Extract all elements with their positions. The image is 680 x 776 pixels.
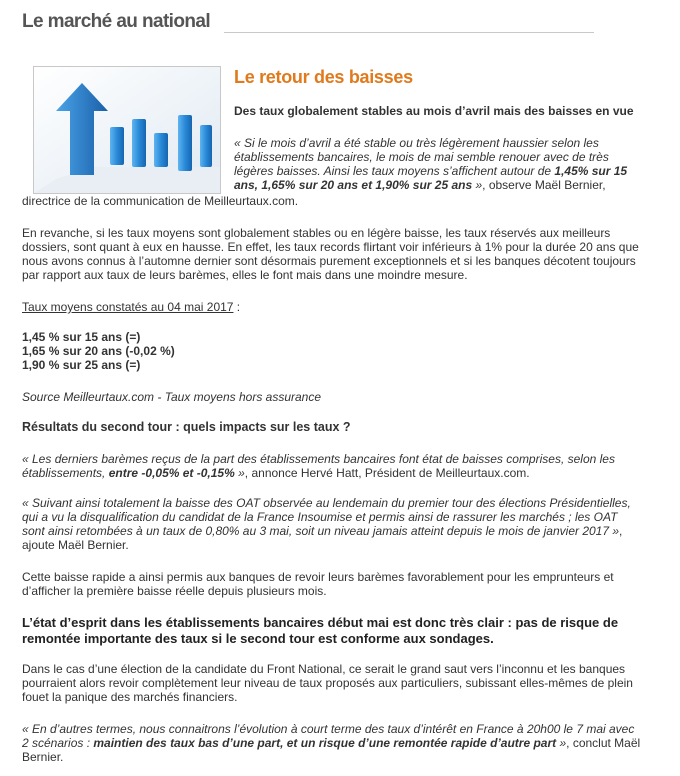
rates-list bbox=[22, 330, 175, 372]
rate-20-ans: 1,65 % sur 20 ans (-0,02 %) bbox=[22, 344, 175, 358]
source-note: Source Meilleurtaux.com - Taux moyens hors assurance bbox=[22, 390, 322, 404]
article-subtitle: Des taux globalement stables au mois d’avril mais des baisses en vue bbox=[234, 104, 634, 118]
chart-arrow-icon bbox=[34, 67, 220, 193]
article-title: Le retour des baisses bbox=[234, 67, 413, 87]
paragraph-3: Dans le cas d’une élection de la candidate du Front National, ce serait le grand saut vers l’inconnu et les banques pourraient alors revoir complètement leur niveau de taux proposés aux particuliers, subissant elles-mêmes de plein fouet la panique des marchés financiers. bbox=[22, 662, 633, 704]
intro-quote: « Si le mois d’avril a été stable ou très légèrement haussier selon les établissements bancaires, le mois de mai semble renouer avec de très légères baisses. Ainsi les taux moyens s’affichent autour de 1,45% sur 15 ans, 1,65% sur 20 ans et 1,90% sur 25 ans », observe Maël Bernier, bbox=[234, 136, 628, 192]
intro-attribution: directrice de la communication de Meilleurtaux.com. bbox=[22, 194, 299, 208]
bar-chart-arrow-illustration bbox=[33, 66, 221, 194]
rate-15-ans: 1,45 % sur 15 ans (=) bbox=[22, 330, 141, 344]
paragraph-2: Cette baisse rapide a ainsi permis aux banques de revoir leurs barèmes favorablement pour les emprunteurs et d’afficher la première baisse réelle depuis plusieurs mois. bbox=[22, 570, 614, 598]
quote-3: « Suivant ainsi totalement la baisse des OAT observée au lendemain du premier tour des élections Présidentielles, qui a vu la disqualification du candidat de la France Insoumise et permis ainsi de rassurer les marchés ; les OAT sont ainsi retombées à un taux de 0,80% au 3 mai, soit un niveau jamais atteint depuis le mois de janvier 2017 », ajoute Maël Bernier. bbox=[22, 496, 631, 552]
quote-2: « Les derniers barèmes reçus de la part des établissements bancaires font état de baisses comprises, selon les établissements, entre -0,05% et -0,15% », annonce Hervé Hatt, Président de Meilleurtaux.com. bbox=[22, 452, 615, 480]
title-rule bbox=[224, 32, 594, 33]
rate-25-ans: 1,90 % sur 25 ans (=) bbox=[22, 358, 141, 372]
section-title: Le marché au national bbox=[22, 11, 211, 32]
second-tour-heading: Résultats du second tour : quels impacts sur les taux ? bbox=[22, 420, 351, 434]
rates-heading: Taux moyens constatés au 04 mai 2017 : bbox=[22, 300, 241, 314]
etat-esprit-heading: L’état d’esprit dans les établissements bancaires début mai est donc très clair : pas de risque de remontée importante des taux si le second tour est conforme aux sondages. bbox=[22, 615, 619, 646]
quote-4: « En d’autres termes, nous connaitrons l’évolution à court terme des taux d’intérêt en France à 20h00 le 7 mai avec 2 scénarios : maintien des taux bas d’une part, et un risque d’une remontée rapide d’autre part », conclut Maël Bernier. bbox=[22, 722, 641, 764]
paragraph-1: En revanche, si les taux moyens sont globalement stables ou en légère baisse, les taux réservés aux meilleurs dossiers, sont quant à eux en hausse. En effet, les taux records flirtant voir inférieurs à 1% pour la durée 20 ans que nous avons connus à l’automne dernier sont désormais purement exceptionnels et si les banques décotent toujours par rapport aux taux de leurs barèmes, elles le font mais dans une moindre mesure. bbox=[22, 226, 639, 282]
